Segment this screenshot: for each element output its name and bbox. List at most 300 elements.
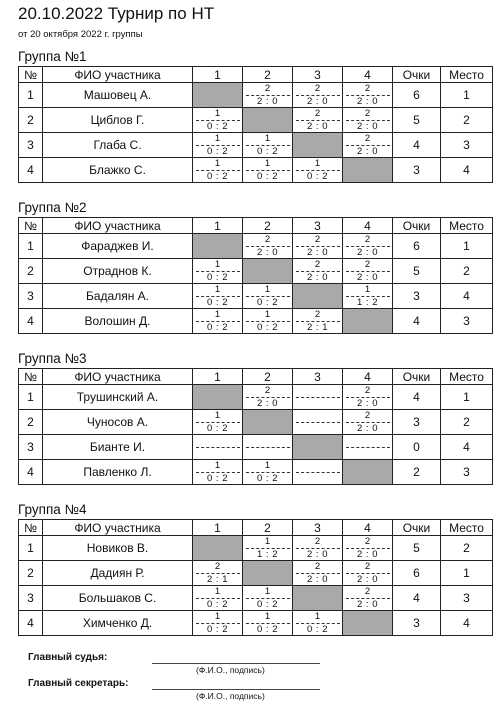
match-result-cell bbox=[193, 309, 243, 334]
match-points: 2 bbox=[364, 385, 371, 396]
match-result bbox=[343, 587, 392, 609]
match-score: 2 : 0 bbox=[257, 95, 278, 107]
match-result-cell bbox=[243, 435, 293, 460]
match-score: 1 : 2 bbox=[257, 548, 278, 560]
col-header-opponent: 2 bbox=[243, 218, 293, 234]
match-points: 1 bbox=[264, 586, 271, 597]
col-header-opponent: 2 bbox=[243, 369, 293, 385]
match-result bbox=[193, 411, 242, 433]
match-points: 1 bbox=[264, 611, 271, 622]
group-table bbox=[18, 368, 493, 485]
match-result-cell bbox=[343, 133, 393, 158]
match-result bbox=[243, 310, 292, 332]
match-result-cell bbox=[343, 108, 393, 133]
total-points: 4 bbox=[393, 133, 441, 158]
match-result-cell bbox=[193, 108, 243, 133]
match-score: 0 : 2 bbox=[207, 120, 228, 132]
table-row bbox=[19, 133, 493, 158]
participant-number: 1 bbox=[19, 234, 43, 259]
table-row bbox=[19, 83, 493, 108]
match-result-cell bbox=[243, 460, 293, 485]
group-title: Группа №2 bbox=[18, 200, 87, 215]
participant-number: 3 bbox=[19, 133, 43, 158]
match-points: 1 bbox=[264, 536, 271, 547]
match-points: 1 bbox=[264, 284, 271, 295]
match-result-cell bbox=[343, 586, 393, 611]
match-result-cell bbox=[193, 133, 243, 158]
match-result bbox=[193, 562, 242, 584]
table-row bbox=[19, 435, 493, 460]
participant-number: 2 bbox=[19, 259, 43, 284]
secretary-signature-note: (Ф.И.О., подпись) bbox=[196, 691, 265, 701]
match-result-cell bbox=[243, 284, 293, 309]
match-result bbox=[293, 260, 342, 282]
participant-number: 3 bbox=[19, 284, 43, 309]
match-result-cell bbox=[243, 536, 293, 561]
table-row bbox=[19, 410, 493, 435]
col-header-place: Место bbox=[441, 369, 493, 385]
match-result-cell bbox=[293, 309, 343, 334]
match-result bbox=[343, 446, 392, 449]
match-score: 0 : 2 bbox=[257, 623, 278, 635]
match-points: 2 bbox=[364, 586, 371, 597]
match-points: 2 bbox=[364, 234, 371, 245]
match-result bbox=[343, 134, 392, 156]
match-score: 0 : 2 bbox=[207, 422, 228, 434]
col-header-opponent: 1 bbox=[193, 218, 243, 234]
match-result bbox=[343, 235, 392, 257]
participant-number: 2 bbox=[19, 108, 43, 133]
col-header-name: ФИО участника bbox=[43, 520, 193, 536]
match-result bbox=[243, 537, 292, 559]
match-result bbox=[293, 235, 342, 257]
result-divider bbox=[196, 447, 240, 448]
group-table bbox=[18, 217, 493, 334]
participant-name: Глаба С. bbox=[43, 133, 193, 158]
match-score: 1 : 2 bbox=[357, 296, 378, 308]
participant-name: Отраднов К. bbox=[43, 259, 193, 284]
result-divider bbox=[346, 447, 390, 448]
match-result bbox=[293, 109, 342, 131]
match-result-cell bbox=[193, 460, 243, 485]
participant-number: 2 bbox=[19, 410, 43, 435]
match-result bbox=[293, 159, 342, 181]
match-points: 2 bbox=[364, 108, 371, 119]
participant-number: 1 bbox=[19, 83, 43, 108]
match-points: 2 bbox=[264, 385, 271, 396]
total-points: 5 bbox=[393, 259, 441, 284]
match-points: 1 bbox=[214, 410, 221, 421]
total-points: 4 bbox=[393, 309, 441, 334]
secretary-label: Главный секретарь: bbox=[28, 678, 129, 689]
match-points: 2 bbox=[364, 83, 371, 94]
match-result bbox=[193, 109, 242, 131]
participant-name: Машовец А. bbox=[43, 83, 193, 108]
table-row bbox=[19, 158, 493, 183]
match-result-cell bbox=[193, 158, 243, 183]
col-header-opponent: 3 bbox=[293, 369, 343, 385]
match-result bbox=[343, 386, 392, 408]
participant-number: 3 bbox=[19, 435, 43, 460]
total-points: 3 bbox=[393, 158, 441, 183]
match-result bbox=[343, 109, 392, 131]
match-score: 0 : 2 bbox=[257, 145, 278, 157]
match-result-cell bbox=[343, 234, 393, 259]
match-score: 0 : 2 bbox=[257, 472, 278, 484]
match-score: 0 : 2 bbox=[307, 623, 328, 635]
match-points: 2 bbox=[264, 234, 271, 245]
final-place: 1 bbox=[441, 385, 493, 410]
match-points: 2 bbox=[364, 536, 371, 547]
self-match-cell bbox=[193, 385, 243, 410]
final-place: 3 bbox=[441, 133, 493, 158]
match-result bbox=[193, 134, 242, 156]
table-header-row bbox=[19, 67, 493, 83]
match-result-cell bbox=[193, 586, 243, 611]
total-points: 3 bbox=[393, 284, 441, 309]
match-points: 2 bbox=[314, 561, 321, 572]
match-points: 1 bbox=[314, 611, 321, 622]
match-result bbox=[193, 159, 242, 181]
col-header-points: Очки bbox=[393, 67, 441, 83]
match-points: 2 bbox=[214, 561, 221, 572]
col-header-points: Очки bbox=[393, 218, 441, 234]
match-score: 2 : 0 bbox=[357, 397, 378, 409]
match-result-cell bbox=[243, 309, 293, 334]
match-result-cell bbox=[193, 435, 243, 460]
match-result bbox=[243, 446, 292, 449]
group-title: Группа №1 bbox=[18, 49, 87, 64]
self-match-cell bbox=[243, 561, 293, 586]
group-table bbox=[18, 66, 493, 183]
table-header-row bbox=[19, 369, 493, 385]
match-points: 2 bbox=[364, 410, 371, 421]
match-result bbox=[343, 411, 392, 433]
match-result-cell bbox=[343, 259, 393, 284]
match-score: 0 : 2 bbox=[207, 321, 228, 333]
match-result bbox=[343, 285, 392, 307]
participant-name: Химченко Д. bbox=[43, 611, 193, 636]
match-result-cell bbox=[243, 158, 293, 183]
final-place: 2 bbox=[441, 536, 493, 561]
col-header-num: № bbox=[19, 369, 43, 385]
table-row bbox=[19, 561, 493, 586]
participant-name: Чуносов А. bbox=[43, 410, 193, 435]
match-score: 2 : 0 bbox=[357, 120, 378, 132]
match-points: 2 bbox=[314, 108, 321, 119]
match-result bbox=[293, 471, 342, 474]
match-score: 2 : 0 bbox=[307, 573, 328, 585]
participant-number: 1 bbox=[19, 385, 43, 410]
final-place: 2 bbox=[441, 108, 493, 133]
final-place: 4 bbox=[441, 611, 493, 636]
match-points: 1 bbox=[214, 108, 221, 119]
participant-name: Бадалян А. bbox=[43, 284, 193, 309]
total-points: 6 bbox=[393, 561, 441, 586]
match-result bbox=[193, 260, 242, 282]
self-match-cell bbox=[293, 133, 343, 158]
group-title: Группа №4 bbox=[18, 502, 87, 517]
match-result bbox=[243, 461, 292, 483]
match-result bbox=[243, 235, 292, 257]
group-table bbox=[18, 519, 493, 636]
self-match-cell bbox=[193, 234, 243, 259]
match-result-cell bbox=[193, 561, 243, 586]
match-points: 2 bbox=[314, 259, 321, 270]
match-result bbox=[293, 537, 342, 559]
col-header-opponent: 4 bbox=[343, 67, 393, 83]
col-header-name: ФИО участника bbox=[43, 369, 193, 385]
match-points: 1 bbox=[214, 133, 221, 144]
match-result-cell bbox=[193, 611, 243, 636]
col-header-opponent: 3 bbox=[293, 218, 343, 234]
self-match-cell bbox=[343, 309, 393, 334]
match-result bbox=[193, 587, 242, 609]
col-header-num: № bbox=[19, 520, 43, 536]
page-subtitle: от 20 октября 2022 г. группы bbox=[18, 29, 143, 40]
match-score: 0 : 2 bbox=[207, 623, 228, 635]
self-match-cell bbox=[293, 435, 343, 460]
table-row bbox=[19, 385, 493, 410]
match-result bbox=[293, 84, 342, 106]
participant-name: Бианте И. bbox=[43, 435, 193, 460]
match-result-cell bbox=[293, 259, 343, 284]
match-result-cell bbox=[343, 435, 393, 460]
match-points: 2 bbox=[264, 83, 271, 94]
match-score: 2 : 0 bbox=[307, 548, 328, 560]
secretary-signature-line bbox=[152, 689, 320, 690]
match-result-cell bbox=[243, 234, 293, 259]
self-match-cell bbox=[343, 460, 393, 485]
total-points: 4 bbox=[393, 586, 441, 611]
match-score: 2 : 0 bbox=[357, 598, 378, 610]
match-score: 0 : 2 bbox=[207, 598, 228, 610]
participant-name: Трушинский А. bbox=[43, 385, 193, 410]
match-result-cell bbox=[293, 108, 343, 133]
match-score: 0 : 2 bbox=[207, 271, 228, 283]
match-points: 2 bbox=[314, 234, 321, 245]
col-header-opponent: 3 bbox=[293, 520, 343, 536]
table-row bbox=[19, 108, 493, 133]
match-result-cell bbox=[293, 385, 343, 410]
match-result-cell bbox=[243, 133, 293, 158]
match-result bbox=[193, 285, 242, 307]
match-points: 2 bbox=[314, 83, 321, 94]
participant-number: 4 bbox=[19, 460, 43, 485]
match-points: 1 bbox=[314, 158, 321, 169]
col-header-opponent: 2 bbox=[243, 520, 293, 536]
match-result-cell bbox=[343, 536, 393, 561]
col-header-points: Очки bbox=[393, 369, 441, 385]
participant-name: Волошин Д. bbox=[43, 309, 193, 334]
match-score: 0 : 2 bbox=[207, 145, 228, 157]
match-points: 1 bbox=[214, 460, 221, 471]
col-header-opponent: 1 bbox=[193, 369, 243, 385]
match-points: 1 bbox=[264, 460, 271, 471]
match-points: 1 bbox=[264, 158, 271, 169]
match-result bbox=[243, 285, 292, 307]
match-score: 0 : 2 bbox=[257, 296, 278, 308]
match-result-cell bbox=[243, 83, 293, 108]
result-divider bbox=[246, 447, 290, 448]
final-place: 2 bbox=[441, 259, 493, 284]
participant-name: Большаков С. bbox=[43, 586, 193, 611]
match-score: 2 : 1 bbox=[207, 573, 228, 585]
match-result-cell bbox=[343, 385, 393, 410]
group-4 bbox=[18, 500, 492, 636]
match-result-cell bbox=[343, 83, 393, 108]
match-result-cell bbox=[293, 611, 343, 636]
self-match-cell bbox=[243, 259, 293, 284]
match-points: 2 bbox=[314, 536, 321, 547]
table-header-row bbox=[19, 218, 493, 234]
match-result bbox=[243, 159, 292, 181]
match-result-cell bbox=[193, 284, 243, 309]
match-score: 2 : 0 bbox=[357, 95, 378, 107]
participant-number: 2 bbox=[19, 561, 43, 586]
match-score: 2 : 0 bbox=[307, 246, 328, 258]
match-score: 2 : 0 bbox=[357, 548, 378, 560]
match-result-cell bbox=[243, 385, 293, 410]
page-title: 20.10.2022 Турнир по НТ bbox=[18, 4, 215, 23]
match-result bbox=[343, 260, 392, 282]
match-result bbox=[243, 386, 292, 408]
match-result-cell bbox=[193, 259, 243, 284]
total-points: 5 bbox=[393, 108, 441, 133]
col-header-opponent: 2 bbox=[243, 67, 293, 83]
participant-name: Павленко Л. bbox=[43, 460, 193, 485]
match-result bbox=[193, 446, 242, 449]
match-score: 0 : 2 bbox=[257, 321, 278, 333]
match-result bbox=[293, 310, 342, 332]
judge-signature-line bbox=[152, 663, 320, 664]
self-match-cell bbox=[293, 284, 343, 309]
match-result bbox=[343, 84, 392, 106]
total-points: 3 bbox=[393, 410, 441, 435]
match-points: 1 bbox=[214, 586, 221, 597]
match-result bbox=[243, 612, 292, 634]
match-points: 1 bbox=[264, 133, 271, 144]
participant-number: 3 bbox=[19, 586, 43, 611]
match-result-cell bbox=[243, 586, 293, 611]
total-points: 3 bbox=[393, 611, 441, 636]
match-score: 2 : 1 bbox=[307, 321, 328, 333]
match-result-cell bbox=[293, 561, 343, 586]
participant-name: Новиков В. bbox=[43, 536, 193, 561]
participant-name: Фараджев И. bbox=[43, 234, 193, 259]
match-result bbox=[193, 461, 242, 483]
self-match-cell bbox=[343, 158, 393, 183]
total-points: 6 bbox=[393, 83, 441, 108]
table-row bbox=[19, 284, 493, 309]
table-row bbox=[19, 309, 493, 334]
match-score: 2 : 0 bbox=[357, 271, 378, 283]
self-match-cell bbox=[193, 83, 243, 108]
final-place: 4 bbox=[441, 435, 493, 460]
final-place: 3 bbox=[441, 460, 493, 485]
participant-number: 1 bbox=[19, 536, 43, 561]
match-result bbox=[343, 537, 392, 559]
total-points: 6 bbox=[393, 234, 441, 259]
col-header-name: ФИО участника bbox=[43, 67, 193, 83]
col-header-num: № bbox=[19, 218, 43, 234]
total-points: 2 bbox=[393, 460, 441, 485]
participant-name: Циблов Г. bbox=[43, 108, 193, 133]
match-score: 0 : 2 bbox=[307, 170, 328, 182]
match-score: 0 : 2 bbox=[257, 598, 278, 610]
col-header-name: ФИО участника bbox=[43, 218, 193, 234]
table-header-row bbox=[19, 520, 493, 536]
match-result-cell bbox=[293, 410, 343, 435]
final-place: 1 bbox=[441, 234, 493, 259]
match-points: 1 bbox=[214, 611, 221, 622]
match-result bbox=[293, 421, 342, 424]
match-score: 2 : 0 bbox=[357, 145, 378, 157]
match-points: 2 bbox=[364, 561, 371, 572]
self-match-cell bbox=[293, 586, 343, 611]
match-result bbox=[293, 562, 342, 584]
match-points: 2 bbox=[364, 259, 371, 270]
judge-signature-note: (Ф.И.О., подпись) bbox=[196, 665, 265, 675]
table-row bbox=[19, 259, 493, 284]
match-points: 1 bbox=[214, 284, 221, 295]
match-score: 2 : 0 bbox=[307, 120, 328, 132]
col-header-opponent: 1 bbox=[193, 67, 243, 83]
match-result-cell bbox=[343, 410, 393, 435]
match-result-cell bbox=[193, 410, 243, 435]
match-result-cell bbox=[293, 83, 343, 108]
match-points: 1 bbox=[364, 284, 371, 295]
match-result bbox=[243, 84, 292, 106]
col-header-opponent: 1 bbox=[193, 520, 243, 536]
match-score: 0 : 2 bbox=[207, 472, 228, 484]
col-header-num: № bbox=[19, 67, 43, 83]
match-points: 1 bbox=[214, 259, 221, 270]
col-header-place: Место bbox=[441, 67, 493, 83]
match-result bbox=[293, 396, 342, 399]
match-score: 2 : 0 bbox=[257, 397, 278, 409]
participant-name: Дадиян Р. bbox=[43, 561, 193, 586]
match-result-cell bbox=[293, 158, 343, 183]
match-result-cell bbox=[293, 536, 343, 561]
match-points: 1 bbox=[214, 309, 221, 320]
final-place: 2 bbox=[441, 410, 493, 435]
participant-name: Блажко С. bbox=[43, 158, 193, 183]
col-header-opponent: 3 bbox=[293, 67, 343, 83]
match-result bbox=[343, 562, 392, 584]
match-result-cell bbox=[243, 611, 293, 636]
col-header-place: Место bbox=[441, 218, 493, 234]
table-row bbox=[19, 611, 493, 636]
participant-number: 4 bbox=[19, 158, 43, 183]
match-score: 0 : 2 bbox=[207, 296, 228, 308]
group-title: Группа №3 bbox=[18, 351, 87, 366]
total-points: 0 bbox=[393, 435, 441, 460]
final-place: 3 bbox=[441, 586, 493, 611]
final-place: 4 bbox=[441, 158, 493, 183]
participant-number: 4 bbox=[19, 309, 43, 334]
result-divider bbox=[296, 422, 340, 423]
total-points: 4 bbox=[393, 385, 441, 410]
match-result-cell bbox=[343, 284, 393, 309]
final-place: 4 bbox=[441, 284, 493, 309]
col-header-opponent: 4 bbox=[343, 218, 393, 234]
match-score: 2 : 0 bbox=[307, 271, 328, 283]
table-row bbox=[19, 460, 493, 485]
match-result-cell bbox=[293, 460, 343, 485]
group-3 bbox=[18, 349, 492, 485]
final-place: 1 bbox=[441, 83, 493, 108]
